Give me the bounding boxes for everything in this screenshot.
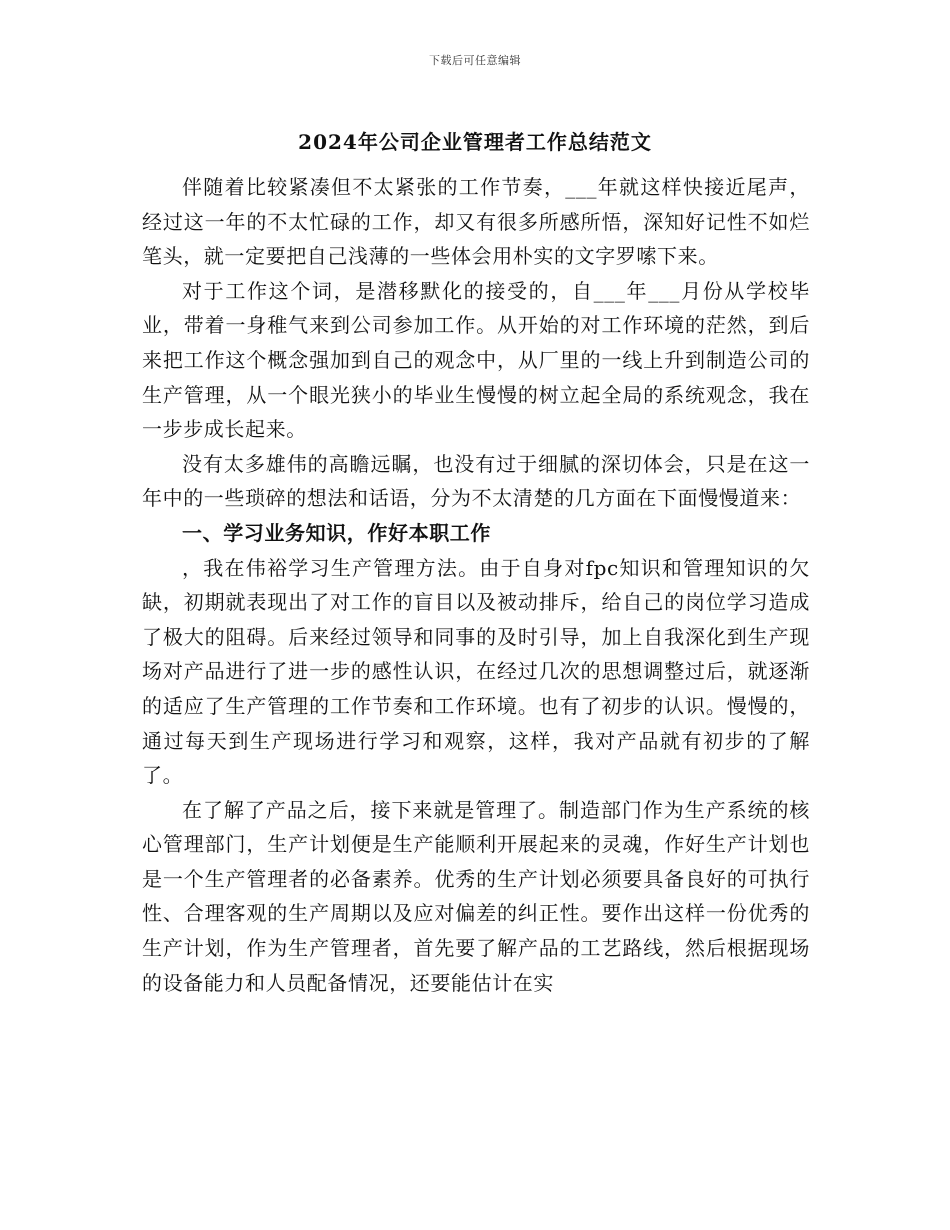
section1-paragraph-planning: 在了解了产品之后，接下来就是管理了。制造部门作为生产系统的核心管理部门，生产计划便是生产能顺利开展起来的灵魂，作好生产计划也是一个生产管理者的必备素养。优秀的生产计划必须要具备良好的可执行性、合理客观的生产周期以及应对偏差的纠正性。要作出这样一份优秀的生产计划，作为生产管理者，首先要了解产品的工艺路线，然后根据现场的设备能力和人员配备情况，还要能估计在实 bbox=[142, 797, 810, 995]
paragraph-overview: 没有太多雄伟的高瞻远瞩，也没有过于细腻的深切体会，只是在这一年中的一些琐碎的想法和话语，分为不太清楚的几方面在下面慢慢道来： bbox=[142, 451, 810, 511]
paragraph-intro: 伴随着比较紧凑但不太紧张的工作节奏，___年就这样快接近尾声，经过这一年的不太忙碌的工作，却又有很多所感所悟，深知好记性不如烂笔头，就一定要把自己浅薄的一些体会用朴实的文字罗嗦下来。 bbox=[142, 175, 810, 269]
document-body bbox=[142, 170, 810, 1000]
section1-paragraph-learning: ，我在伟裕学习生产管理方法。由于自身对fpc知识和管理知识的欠缺，初期就表现出了对工作的盲目以及被动排斥，给自己的岗位学习造成了极大的阻碍。后来经过领导和同事的及时引导，加上自我深化到生产现场对产品进行了进一步的感性认识，在经过几次的思想调整过后，就逐渐的适应了生产管理的工作节奏和工作环境。也有了初步的认识。慢慢的，通过每天到生产现场进行学习和观察，这样，我对产品就有初步的了解了。 bbox=[142, 555, 810, 788]
paragraph-background: 对于工作这个词，是潜移默化的接受的，自___年___月份从学校毕业，带着一身稚气来到公司参加工作。从开始的对工作环境的茫然，到后来把工作这个概念强加到自己的观念中，从厂里的一线上升到制造公司的生产管理，从一个眼光狭小的毕业生慢慢的树立起全局的系统观念，我在一步步成长起来。 bbox=[142, 278, 810, 442]
header-note: 下载后可任意编辑 bbox=[429, 54, 521, 67]
document-title: 2024年公司企业管理者工作总结范文 bbox=[298, 130, 652, 154]
section-heading-1: 一、学习业务知识，作好本职工作 bbox=[182, 520, 491, 545]
